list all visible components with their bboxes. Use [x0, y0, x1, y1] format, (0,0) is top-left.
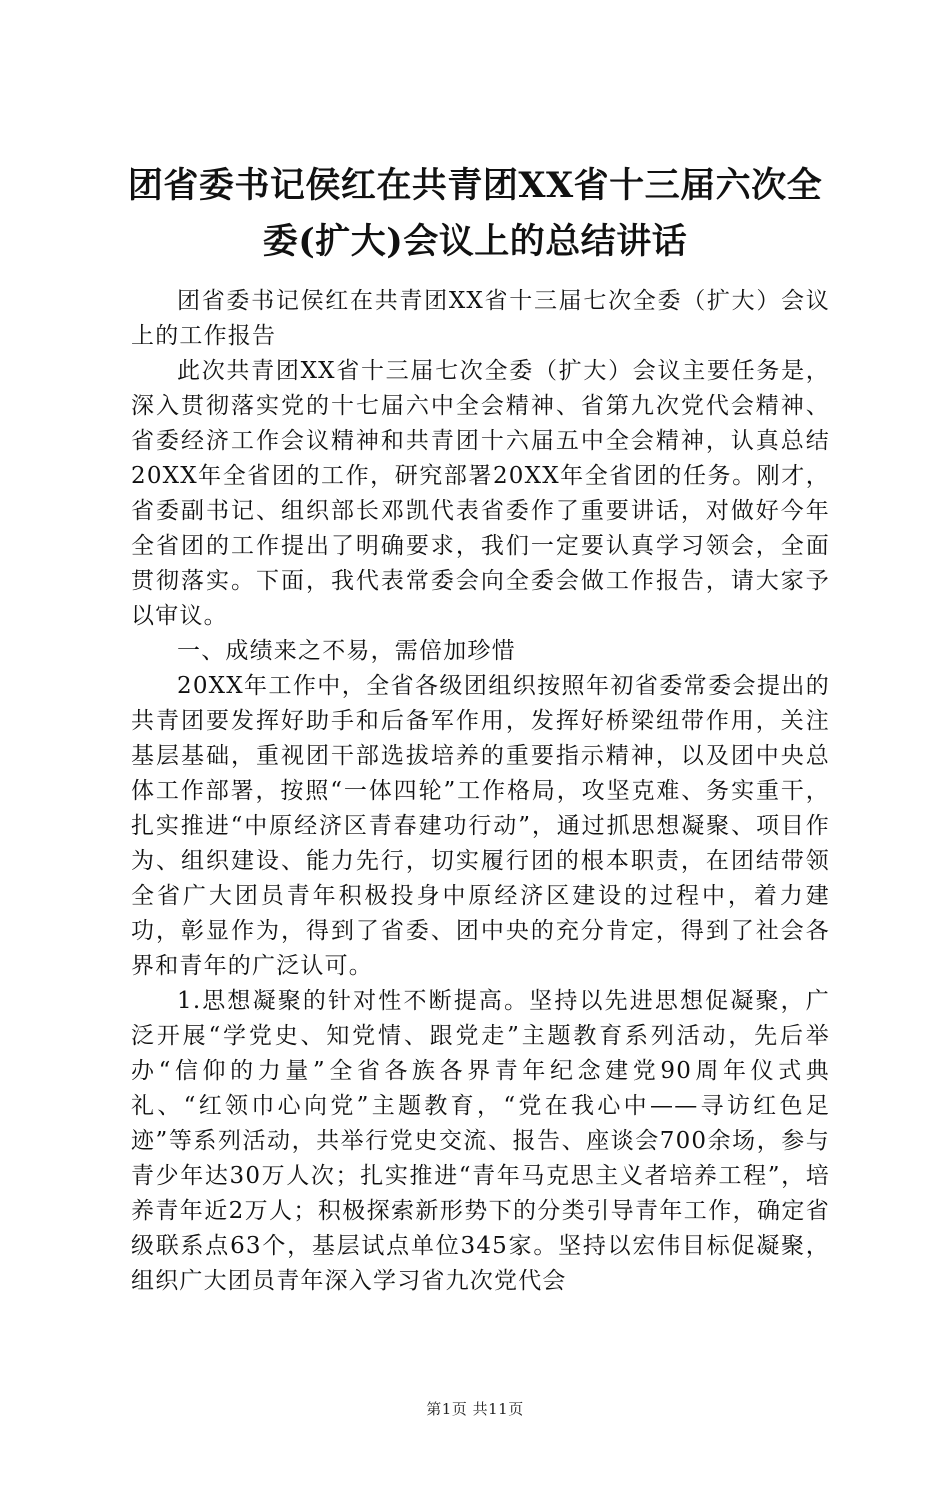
- paragraph: 20XX年工作中，全省各级团组织按照年初省委常委会提出的共青团要发挥好助手和后备军作用，发挥好桥梁纽带作用，关注基层基础，重视团干部选拔培养的重要指示精神，以及团中央总体工作部署，按照“一体四轮”工作格局，攻坚克难、务实重干，扎实推进“中原经济区青春建功行动”，通过抓思想凝聚、项目作为、组织建设、能力先行，切实履行团的根本职责，在团结带领全省广大团员青年积极投身中原经济区建设的过程中，着力建功，彰显作为，得到了省委、团中央的充分肯定，得到了社会各界和青年的广泛认可。: [131, 673, 830, 979]
- document-page: [0, 158, 950, 1502]
- section-heading: 一、成绩来之不易，需倍加珍惜: [177, 638, 516, 664]
- paragraph: 此次共青团XX省十三届七次全委（扩大）会议主要任务是，深入贯彻落实党的十七届六中全会精神、省第九次党代会精神、省委经济工作会议精神和共青团十六届五中全会精神，认真总结20XX年全省团的工作，研究部署20XX年全省团的任务。刚才，省委副书记、组织部长邓凯代表省委作了重要讲话，对做好今年全省团的工作提出了明确要求，我们一定要认真学习领会，全面贯彻落实。下面，我代表常委会向全委会做工作报告，请大家予以审议。: [131, 358, 830, 629]
- paragraph: 1.思想凝聚的针对性不断提高。坚持以先进思想促凝聚，广泛开展“学党史、知党情、跟党走”主题教育系列活动，先后举办“信仰的力量”全省各族各界青年纪念建党90周年仪式典礼、“红领巾心向党”主题教育，“党在我心中——寻访红色足迹”等系列活动，共举行党史交流、报告、座谈会700余场，参与青少年达30万人次；扎实推进“青年马克思主义者培养工程”，培养青年近2万人；积极探索新形势下的分类引导青年工作，确定省级联系点63个，基层试点单位345家。坚持以宏伟目标促凝聚，组织广大团员青年深入学习省九次党代会: [131, 988, 830, 1294]
- document-body: [131, 284, 830, 1299]
- document-title: 团省委书记侯红在共青团XX省十三届六次全委(扩大)会议上的总结讲话: [127, 165, 823, 262]
- paragraph: 团省委书记侯红在共青团XX省十三届七次全委（扩大）会议上的工作报告: [131, 288, 830, 349]
- page-footer: 第1页 共11页: [426, 1400, 524, 1418]
